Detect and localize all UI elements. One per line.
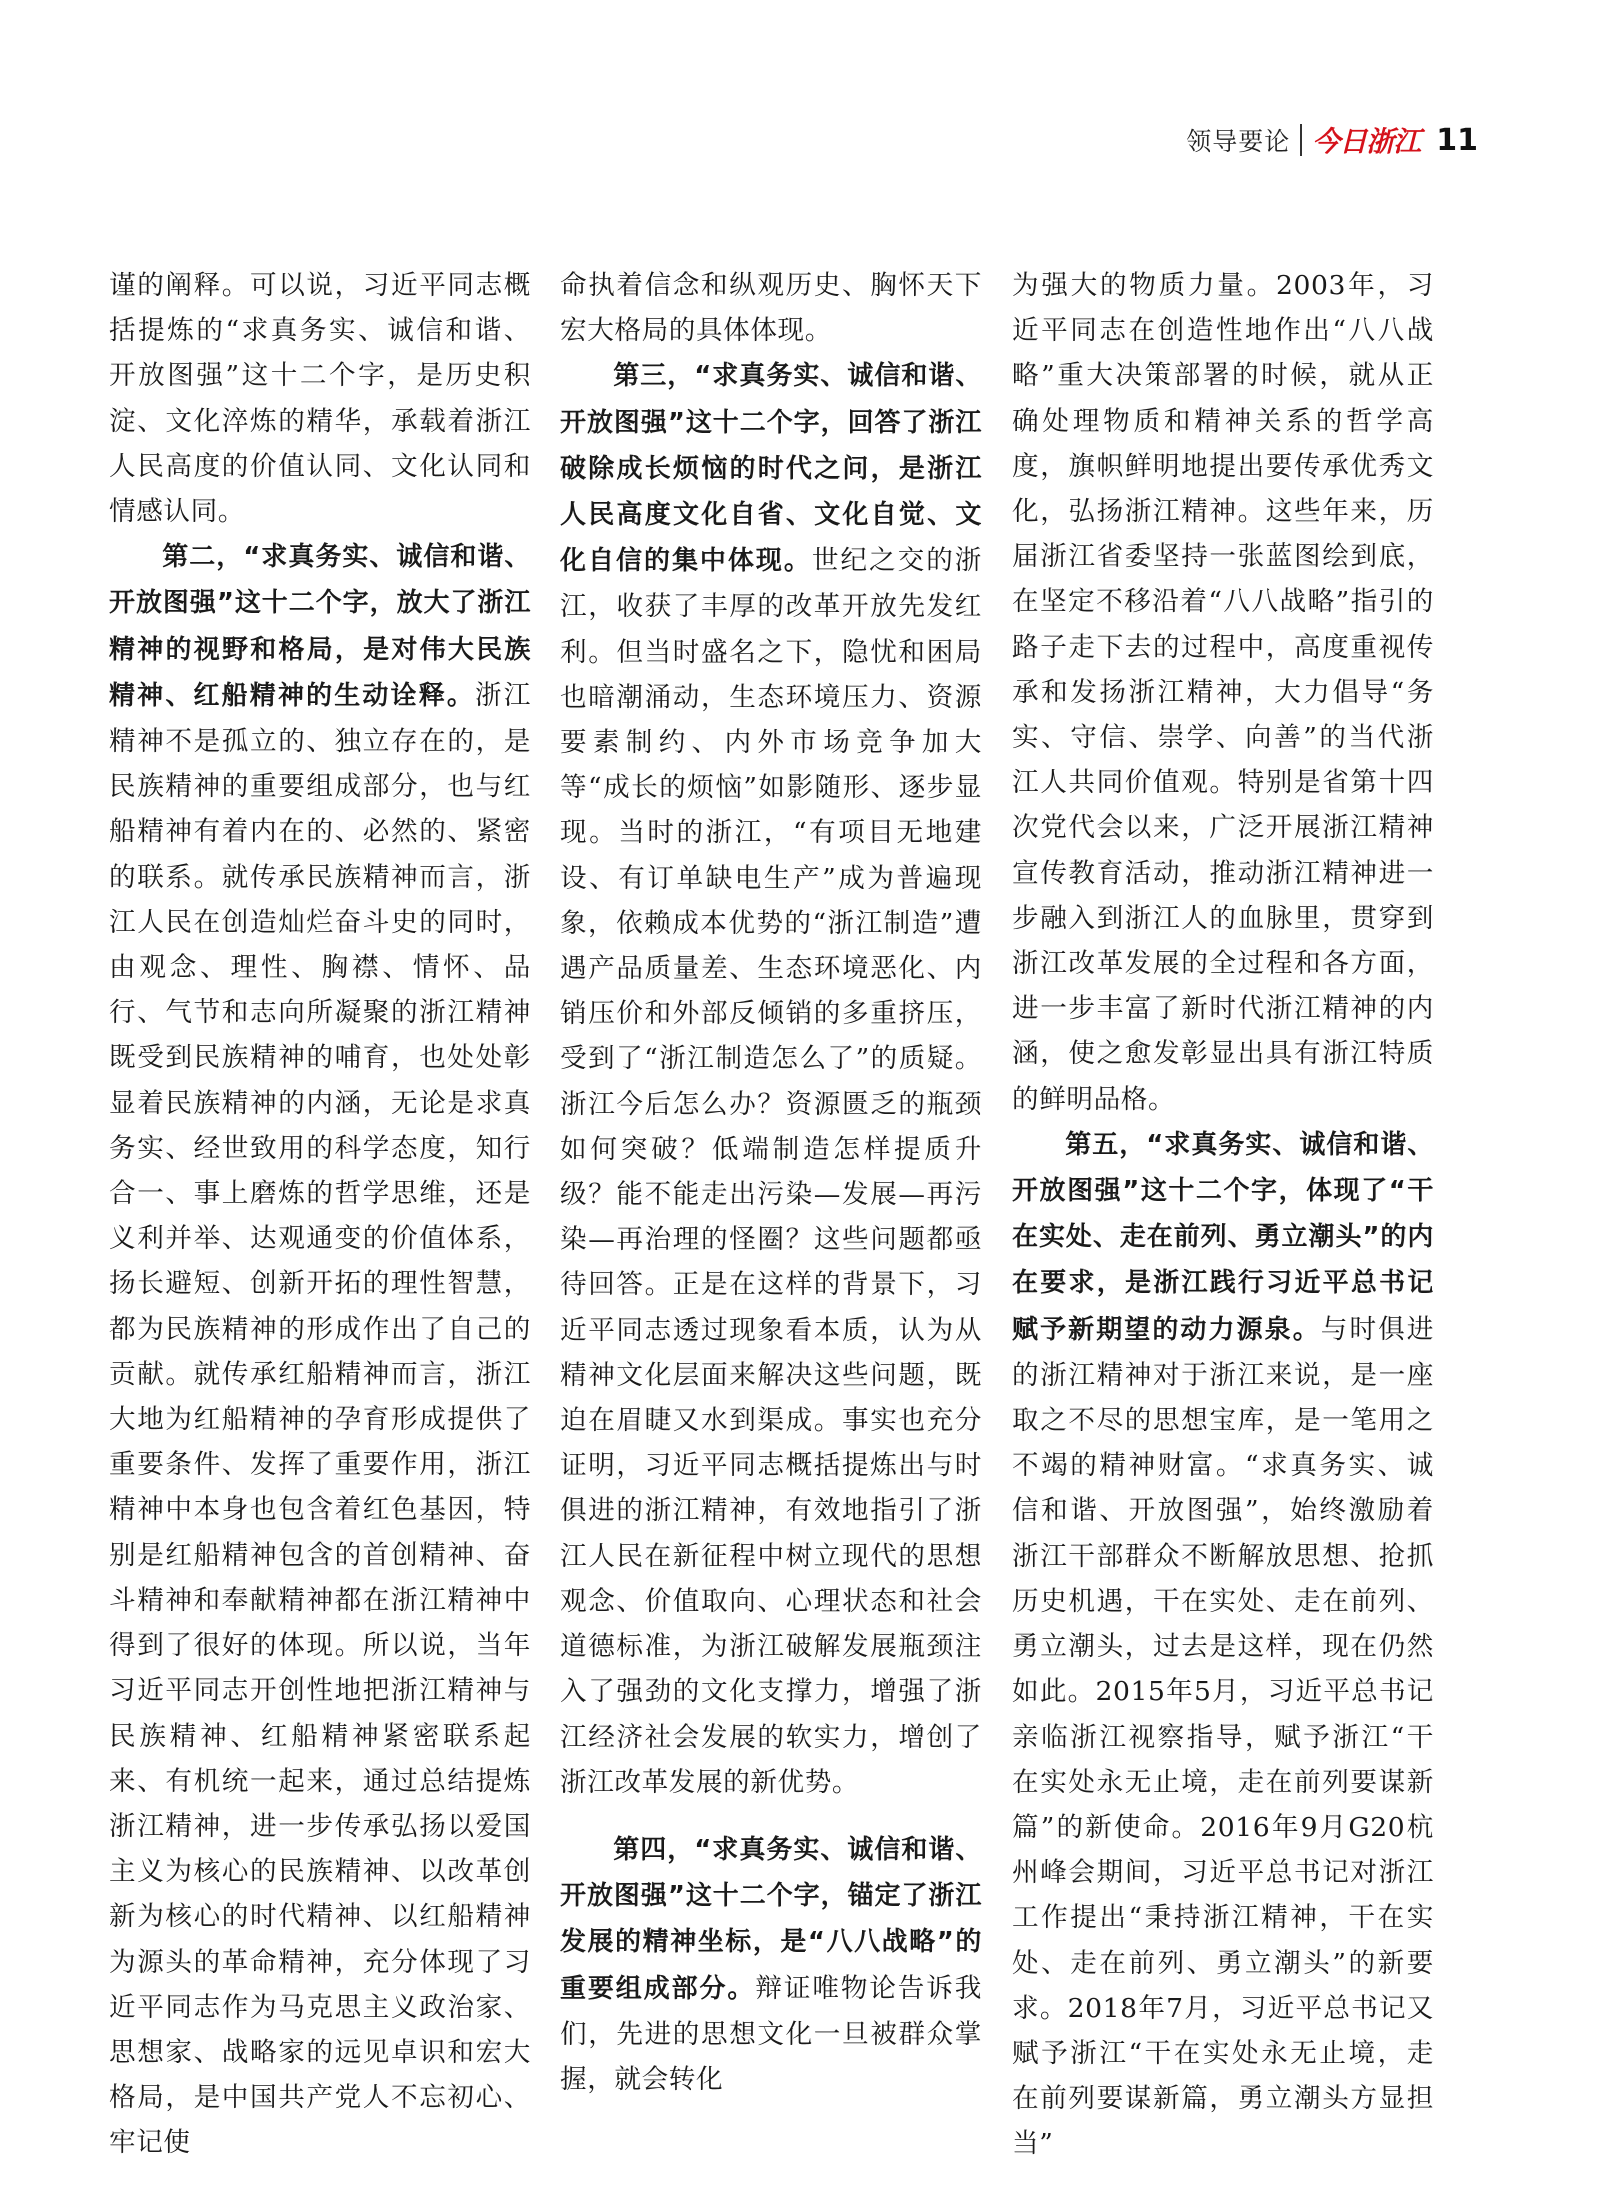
paragraph (560, 353, 982, 1805)
point-heading: 第五，“求真务实、诚信和谐、开放图强”这十二个字，体现了“干在实处、走在前列、勇立潮头”的内在要求，是浙江践行习近平总书记赋予新期望的动力源泉。 (1012, 1129, 1434, 1345)
paragraph: 命执着信念和纵观历史、胸怀天下宏大格局的具体体现。 (560, 270, 982, 347)
paragraph-gap (560, 1805, 982, 1827)
point-heading: 第三，“求真务实、诚信和谐、开放图强”这十二个字，回答了浙江破除成长烦恼的时代之问，是浙江人民高度文化自省、文化自觉、文化自信的集中体现。 (560, 361, 982, 577)
paragraph: 为强大的物质力量。2003年，习近平同志在创造性地作出“八八战略”重大决策部署的时候，就从正确处理物质和精神关系的哲学高度，旗帜鲜明地提出要传承优秀文化，弘扬浙江精神。这些年来，历届浙江省委坚持一张蓝图绘到底，在坚定不移沿着“八八战略”指引的路子走下去的过程中，高度重视传承和发扬浙江精神，大力倡导“务实、守信、崇学、向善”的当代浙江人共同价值观。特别是省第十四次党代会以来，广泛开展浙江精神宣传教育活动，推动浙江精神进一步融入到浙江人的血脉里，贯穿到浙江改革发展的全过程和各方面，进一步丰富了新时代浙江精神的内涵，使之愈发彰显出具有浙江特质的鲜明品格。 (1012, 270, 1434, 1115)
point-heading: 第四，“求真务实、诚信和谐、开放图强”这十二个字，锚定了浙江发展的精神坐标，是“八八战略”的重要组成部分。 (560, 1834, 982, 2004)
paragraph (109, 534, 531, 2165)
header-divider (1300, 124, 1302, 156)
magazine-logo: 今日浙江 (1312, 125, 1421, 158)
paragraph-body: 辩证唯物论告诉我们，先进的思想文化一旦被群众掌握，就会转化 (560, 1972, 982, 2095)
point-heading: 第二，“求真务实、诚信和谐、开放图强”这十二个字，放大了浙江精神的视野和格局，是对伟大民族精神、红船精神的生动诠释。 (109, 542, 531, 711)
article-column-2 (560, 263, 982, 2102)
article-column-3 (1012, 263, 1434, 2167)
article-column-1 (109, 263, 531, 2166)
paragraph (1012, 1122, 1434, 2167)
page-number: 11 (1436, 122, 1478, 158)
paragraph-body: 浙江精神不是孤立的、独立存在的，是民族精神的重要组成部分，也与红船精神有着内在的、必然的、紧密的联系。就传承民族精神而言，浙江人民在创造灿烂奋斗史的同时，由观念、理性、胸襟、情怀、品行、气节和志向所凝聚的浙江精神既受到民族精神的哺育，也处处彰显着民族精神的内涵，无论是求真务实、经世致用的科学态度，知行合一、事上磨炼的哲学思维，还是义利并举、达观通变的价值体系，扬长避短、创新开拓的理性智慧，都为民族精神的形成作出了自己的贡献。就传承红船精神而言，浙江大地为红船精神的孕育形成提供了重要条件、发挥了重要作用，浙江精神中本身也包含着红色基因，特别是红船精神包含的首创精神、奋斗精神和奉献精神都在浙江精神中得到了很好的体现。所以说，当年习近平同志开创性地把浙江精神与民族精神、红船精神紧密联系起来、有机统一起来，通过总结提炼浙江精神，进一步传承弘扬以爱国主义为核心的民族精神、以改革创新为核心的时代精神、以红船精神为源头的革命精神，充分体现了习近平同志作为马克思主义政治家、思想家、战略家的远见卓识和宏大格局，是中国共产党人不忘初心、牢记使 (109, 679, 531, 2159)
paragraph-body: 世纪之交的浙江，收获了丰厚的改革开放先发红利。但当时盛名之下，隐忧和困局也暗潮涌动，生态环境压力、资源要素制约、内外市场竞争加大等“成长的烦恼”如影随形、逐步显现。当时的浙江，“有项目无地建设、有订单缺电生产”成为普遍现象，依赖成本优势的“浙江制造”遭遇产品质量差、生态环境恶化、内销压价和外部反倾销的多重挤压，受到了“浙江制造怎么了”的质疑。浙江今后怎么办？资源匮乏的瓶颈如何突破？低端制造怎样提质升级？能不能走出污染—发展—再污染—再治理的怪圈？这些问题都亟待回答。正是在这样的背景下，习近平同志透过现象看本质，认为从精神文化层面来解决这些问题，既迫在眉睫又水到渠成。事实也充分证明，习近平同志概括提炼出与时俱进的浙江精神，有效地指引了浙江人民在新征程中树立现代的思想观念、价值取向、心理状态和社会道德标准，为浙江破解发展瓶颈注入了强劲的文化支撑力，增强了浙江经济社会发展的软实力，增创了浙江改革发展的新优势。 (560, 545, 982, 1798)
page-header (1186, 118, 1478, 162)
paragraph (560, 1827, 982, 2102)
paragraph: 谨的阐释。可以说，习近平同志概括提炼的“求真务实、诚信和谐、开放图强”这十二个字，是历史积淀、文化淬炼的精华，承载着浙江人民高度的价值认同、文化认同和情感认同。 (109, 270, 531, 528)
section-label: 领导要论 (1186, 127, 1291, 156)
paragraph-body: 与时俱进的浙江精神对于浙江来说，是一座取之不尽的思想宝库，是一笔用之不竭的精神财富。“求真务实、诚信和谐、开放图强”，始终激励着浙江干部群众不断解放思想、抢抓历史机遇，干在实处、走在前列、勇立潮头，过去是这样，现在仍然如此。2015年5月，习近平总书记亲临浙江视察指导，赋予浙江“干在实处永无止境，走在前列要谋新篇”的新使命。2016年9月G20杭州峰会期间，习近平总书记对浙江工作提出“秉持浙江精神，干在实处、走在前列、勇立潮头”的新要求。2018年7月，习近平总书记又赋予浙江“干在实处永无止境，走在前列要谋新篇，勇立潮头方显担当” (1012, 1313, 1434, 2160)
